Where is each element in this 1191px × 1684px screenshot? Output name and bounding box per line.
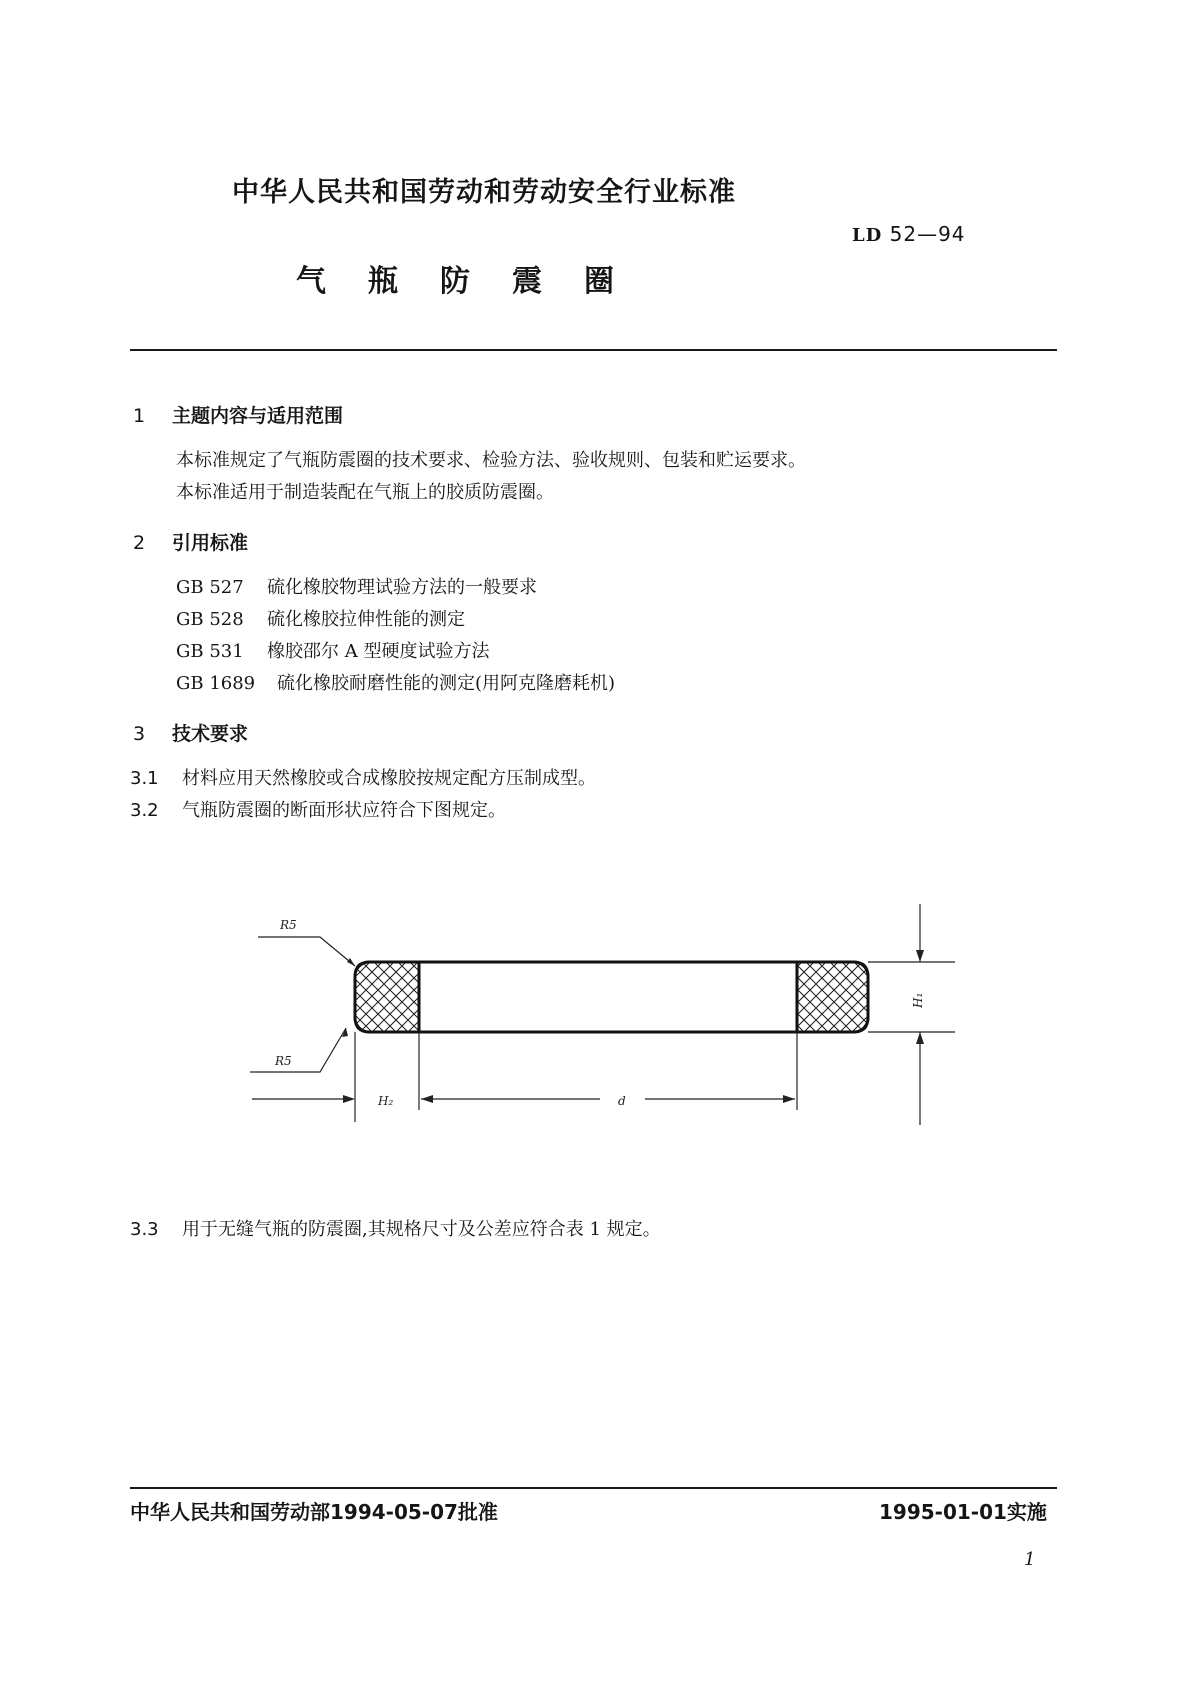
footer-divider xyxy=(130,1487,1057,1489)
clause-3-3 xyxy=(130,1215,661,1241)
clause-text: 用于无缝气瓶的防震圈,其规格尺寸及公差应符合表 1 规定。 xyxy=(182,1219,661,1240)
reference-title: 橡胶邵尔 A 型硬度试验方法 xyxy=(267,641,490,662)
label-h2: H₂ xyxy=(378,1094,394,1108)
reference-code: GB 1689 xyxy=(176,673,256,694)
clause-text: 气瓶防震圈的断面形状应符合下图规定。 xyxy=(182,800,506,821)
reference-title: 硫化橡胶拉伸性能的测定 xyxy=(267,609,465,630)
label-d: d xyxy=(618,1094,626,1108)
clause-number: 3.2 xyxy=(130,800,159,821)
ring-outline xyxy=(355,962,868,1032)
reference-code: GB 527 xyxy=(176,577,244,598)
section-1-title: 主题内容与适用范围 xyxy=(172,405,344,427)
label-h1: H₁ xyxy=(911,992,925,1008)
standard-code-number: 52—94 xyxy=(889,222,966,246)
effective-date: 1995-01-01实施 xyxy=(879,1500,1047,1524)
reference-title: 硫化橡胶物理试验方法的一般要求 xyxy=(267,577,537,598)
label-r5-bottom: R5 xyxy=(275,1054,292,1068)
section-1-number: 1 xyxy=(133,405,146,427)
reference-code: GB 528 xyxy=(176,609,244,630)
clause-number: 3.3 xyxy=(130,1219,159,1240)
r5-top-leader xyxy=(258,937,355,966)
label-r5-top: R5 xyxy=(280,918,297,932)
section-2-number: 2 xyxy=(133,532,146,554)
section-1-paragraph-1: 本标准规定了气瓶防震圈的技术要求、检验方法、验收规则、包装和贮运要求。 xyxy=(176,450,806,471)
reference-title: 硫化橡胶耐磨性能的测定(用阿克隆磨耗机) xyxy=(277,673,616,694)
section-3-title: 技术要求 xyxy=(172,723,249,745)
clause-text: 材料应用天然橡胶或合成橡胶按规定配方压制成型。 xyxy=(182,768,596,789)
clause-number: 3.1 xyxy=(130,768,159,789)
left-hatched-section xyxy=(355,962,419,1032)
section-1-paragraph-2: 本标准适用于制造装配在气瓶上的胶质防震圈。 xyxy=(176,482,554,503)
page-number: 1 xyxy=(1024,1549,1036,1570)
standard-code-prefix: LD xyxy=(852,225,883,246)
section-3-number: 3 xyxy=(133,723,146,745)
reference-code: GB 531 xyxy=(176,641,244,662)
issuing-agency: 中华人民共和国劳动和劳动安全行业标准 xyxy=(232,177,736,208)
approval-line: 中华人民共和国劳动部1994-05-07批准 xyxy=(130,1500,498,1524)
document-title: 气瓶防震圈 xyxy=(296,264,656,299)
section-2-title: 引用标准 xyxy=(172,532,249,554)
r5-bottom-leader xyxy=(250,1028,346,1072)
right-hatched-section xyxy=(797,962,868,1032)
